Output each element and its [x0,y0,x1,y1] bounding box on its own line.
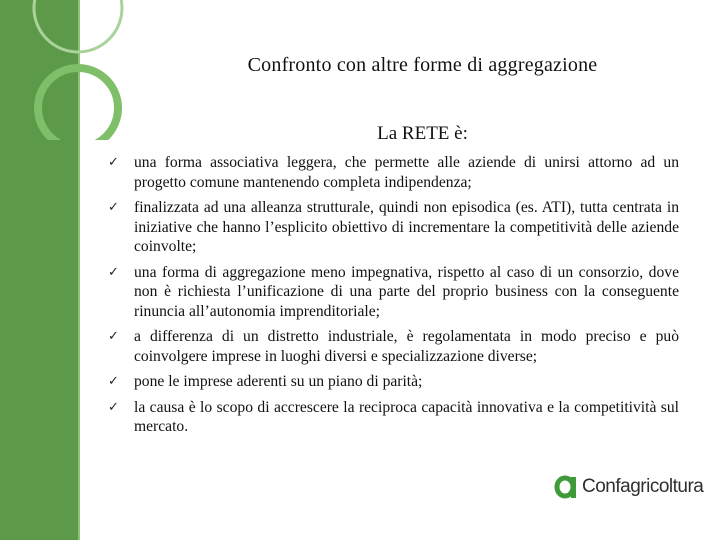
bullet-text: una forma di aggregazione meno impegnativa, rispetto al caso di un consorzio, dove non è richiesta l’unificazione di una parte del proprio business con la conseguente rinuncia all’autonomia imprenditoriale; [134,263,679,320]
list-item [108,398,679,437]
list-item [108,327,679,366]
list-item [108,198,679,257]
confagricoltura-logo [553,473,703,501]
logo-text: Confagricoltura [582,476,704,497]
confagricoltura-logo-icon [553,473,579,501]
decorative-circles [0,0,160,140]
bullet-text: a differenza di un distretto industriale, è regolamentata in modo preciso e può coinvolgere imprese in luoghi diversi e specializzazione diverse; [134,328,679,365]
checkmark-icon: ✓ [108,399,119,415]
bullet-text: pone le imprese aderenti su un piano di parità; [134,373,423,390]
bullet-text: finalizzata ad una alleanza strutturale, quindi non episodica (es. ATI), tutta centrata in iniziative che hanno l’esplicito obiettivo di incrementare la competitività delle aziende coinvolte; [134,199,679,255]
list-item [108,372,679,392]
slide-title: Confronto con altre forme di aggregazione [247,54,598,76]
list-item [108,153,679,192]
checkmark-icon: ✓ [108,264,119,280]
bullet-text: una forma associativa leggera, che permette alle aziende di unirsi attorno ad un progetto comune mantenendo completa indipendenza; [134,154,679,191]
checkmark-icon: ✓ [108,329,119,344]
checkmark-icon: ✓ [108,374,119,389]
list-item [108,263,679,322]
slide-subtitle: La RETE è: [377,123,468,144]
checkmark-icon: ✓ [108,155,119,170]
checkmark-icon: ✓ [108,200,119,215]
bullet-list [108,153,679,443]
bullet-text: la causa è lo scopo di accrescere la reciproca capacità innovativa e la competitività sul mercato. [134,398,679,435]
